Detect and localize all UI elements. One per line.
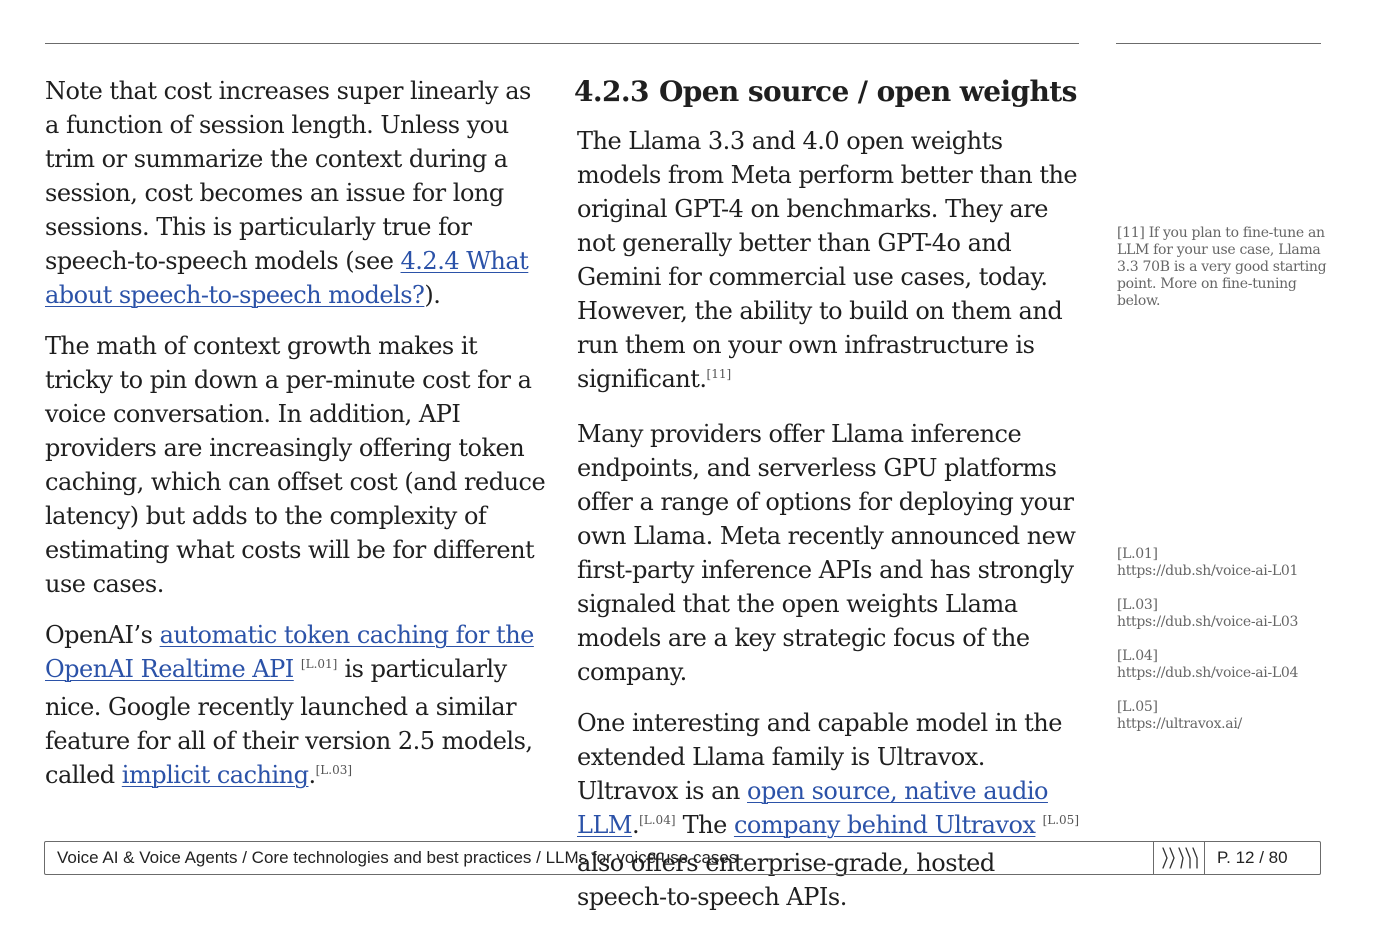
reference-url: https://dub.sh/voice-ai-L01 — [1117, 563, 1299, 579]
paragraph-llama-providers: Many providers offer Llama inference endpoints, and serverless GPU platforms offer a range of options for deploying your own Llama. Meta recently announced new first-party inference APIs and has strongly signaled that the open weights Llama models are a key strategic focus of the company. — [577, 420, 1076, 686]
section-number: 4.2.3 — [574, 75, 649, 108]
reference-url: https://ultravox.ai/ — [1117, 716, 1242, 732]
chevron-stack-icon — [1162, 846, 1198, 870]
reference-id: [L.01] — [1117, 546, 1158, 562]
reference-item — [1117, 699, 1347, 733]
reference-item — [1117, 648, 1347, 682]
page-number: P. 12 / 80 — [1217, 848, 1288, 867]
paragraph-context-growth: The math of context growth makes it tricky to pin down a per-minute cost for a voice conversation. In addition, API providers are increasingly offering token caching, which can offset cost (and reduce latency) but adds to the complexity of estimating what costs will be for different use cases. — [45, 332, 546, 598]
paragraph-token-caching: OpenAI’s automatic token caching for the OpenAI Realtime API [L.01] is particularly nice. Google recently launched a similar feature for all of their version 2.5 models, called implicit caching.[L.03] — [45, 621, 534, 789]
link-openai-token-caching[interactable]: automatic token caching for the OpenAI Realtime API — [45, 621, 534, 683]
ref-marker-l04: [L.04] — [639, 813, 676, 827]
page-footer — [44, 841, 1321, 875]
link-ultravox-model[interactable]: open source, native audio LLM — [577, 777, 1048, 839]
section-title: Open source / open weights — [658, 75, 1077, 108]
reference-item — [1117, 597, 1347, 631]
margin-rule — [1116, 43, 1321, 44]
footnote-marker-11: [11] — [706, 367, 732, 381]
reference-id: [L.05] — [1117, 699, 1158, 715]
left-column — [45, 74, 550, 813]
reference-list — [1117, 546, 1347, 750]
header-rule — [45, 43, 1079, 44]
paragraph-llama-models: The Llama 3.3 and 4.0 open weights models from Meta perform better than the original GPT-4 on benchmarks. They are not generally better than GPT-4o and Gemini for commercial use cases, today. However, the ability to build on them and run them on your own infrastructure is significant.[11] — [577, 127, 1078, 393]
link-speech-to-speech-section[interactable]: 4.2.4 What about speech-to-speech models? — [45, 247, 529, 309]
sidenote-fine-tune: [11] If you plan to fine-tune an LLM for your use case, Llama 3.3 70B is a very good starting point. More on fine-tuning below. — [1117, 225, 1327, 309]
paragraph-ultravox: One interesting and capable model in the extended Llama family is Ultravox. Ultravox is an open source, native audio LLM.[L.04] The company behind Ultravox [L.05] also offers enterprise-grade, hosted speech-to-speech APIs. — [577, 709, 1079, 911]
reference-id: [L.04] — [1117, 648, 1158, 664]
section-heading — [574, 74, 1082, 110]
reference-item — [1117, 546, 1347, 580]
ref-marker-l01: [L.01] — [300, 657, 338, 671]
link-ultravox-company[interactable]: company behind Ultravox — [733, 811, 1036, 839]
reference-url: https://dub.sh/voice-ai-L04 — [1117, 665, 1299, 681]
link-implicit-caching[interactable]: implicit caching — [121, 761, 309, 789]
ref-marker-l05: [L.05] — [1042, 813, 1079, 827]
right-column — [574, 74, 1082, 931]
footer-logo — [1153, 842, 1205, 874]
breadcrumb: Voice AI & Voice Agents / Core technologies and best practices / LLMs for voice use cases — [57, 848, 738, 867]
reference-id: [L.03] — [1117, 597, 1158, 613]
paragraph-session-cost: Note that cost increases super linearly as a function of session length. Unless you trim or summarize the context during a session, cost becomes an issue for long sessions. This is particularly true for speech-to-speech models (see 4.2.4 What about speech-to-speech models?). — [45, 77, 531, 309]
reference-url: https://dub.sh/voice-ai-L03 — [1117, 614, 1299, 630]
ref-marker-l03: [L.03] — [315, 763, 353, 777]
